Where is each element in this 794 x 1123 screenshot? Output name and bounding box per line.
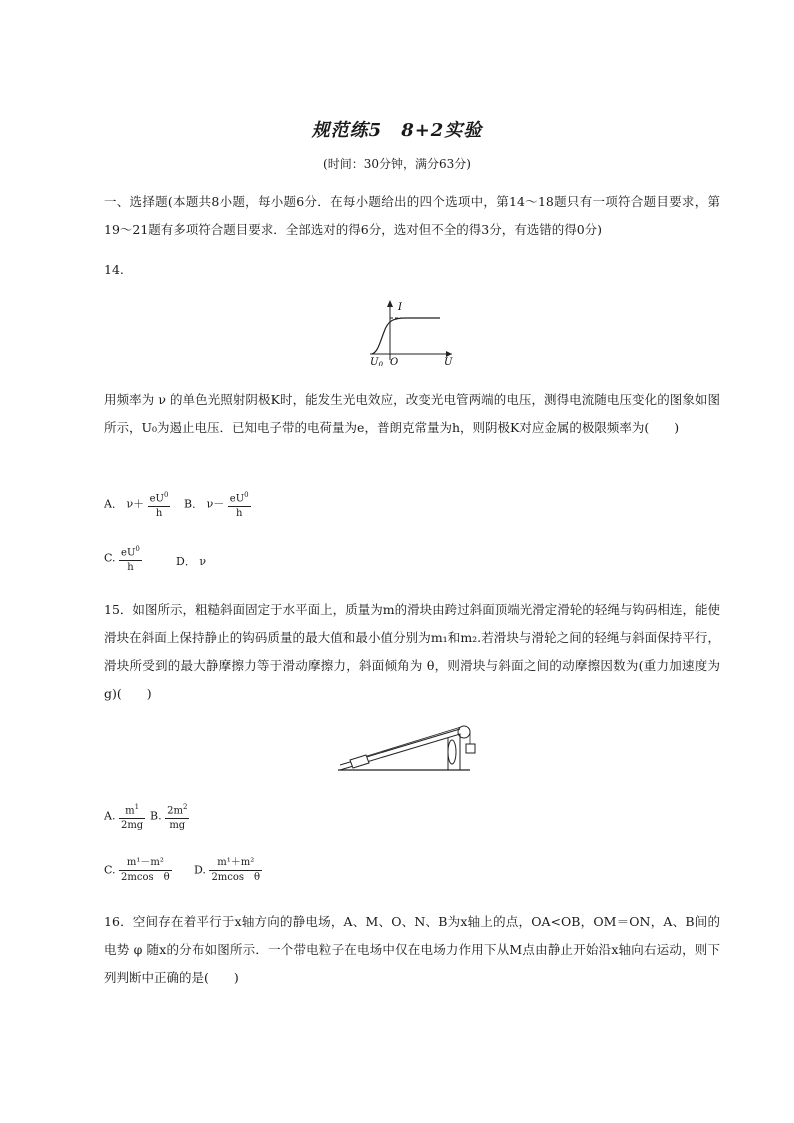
- q15-option-c[interactable]: C. $\frac{\text{m¹－m²}}{\text{2mcos θ}}$: [104, 857, 170, 883]
- pulley-icon: [458, 726, 470, 738]
- pulley-wheel-side: [448, 740, 456, 764]
- q15-option-a-fraction: $\frac{m^1}{2mg}$: [119, 800, 145, 833]
- hanging-weight: [466, 744, 475, 753]
- graph-x-label: U: [444, 357, 453, 366]
- question-14-text: 用频率为 ν 的单色光照射阴极K时，能发生光电效应，改变光电管两端的电压，测得电流随电压变化的图象如图所示，U₀为遏止电压．已知电子带的电荷量为e，普朗克常量为h，则阴极K对应金属的极限频率为( ): [104, 392, 720, 435]
- photoelectric-iv-graph: [360, 298, 460, 366]
- question-15-text: 15．如图所示，粗糙斜面固定于水平面上，质量为m的滑块由跨过斜面顶端光滑定滑轮的轻绳与钩码相连，能使滑块在斜面上保持静止的钩码质量的最大值和最小值分别为m₁和m₂.若滑块与滑轮之间的轻绳与斜面保持平行，滑块所受到的最大静摩擦力等于滑动摩擦力，斜面倾角为 θ，则滑块与斜面之间的动摩擦因数为(重力加速度为g)( ): [104, 602, 720, 701]
- graph-current-curve: [372, 318, 440, 354]
- q15-option-c-fraction: $\frac{\text{m¹－m²}}{\text{2mcos θ}}$: [121, 857, 170, 883]
- q15-option-a[interactable]: A. $\frac{m^1}{2mg}$: [104, 800, 145, 833]
- q14-option-c-fraction: $\frac{eU^0}{h}$: [119, 542, 142, 575]
- page-title: 规范练5 8+2实验: [311, 120, 483, 141]
- q14-option-b-fraction: $\frac{eU^0}{h}$: [228, 488, 251, 521]
- slider-block: [350, 755, 369, 768]
- q14-option-d[interactable]: D． ν: [176, 555, 207, 568]
- q15-option-b[interactable]: B. $\frac{2m^2}{mg}$: [150, 800, 189, 833]
- q14-option-a[interactable]: A． ν＋ $\frac{eU^0}{h}$: [104, 488, 170, 521]
- graph-y-arrow: [387, 300, 393, 307]
- rope-incline: [367, 727, 461, 756]
- q14-option-a-fraction: $\frac{eU^0}{h}$: [148, 488, 171, 521]
- q15-option-d[interactable]: D. $\frac{\text{m¹＋m²}}{\text{2mcos θ}}$: [194, 857, 261, 883]
- graph-u0-label: $U_0$: [370, 357, 383, 366]
- question-16-text: 16．空间存在着平行于x轴方向的静电场，A、M、O、N、B为x轴上的点，OA<OB，OM＝ON，A、B间的电势 φ 随x的分布如图所示．一个带电粒子在电场中仅在电场力作用下从M点由静止开始沿x轴向右运动，则下列判断中正确的是( ): [104, 914, 720, 985]
- incline-pulley-diagram: [336, 712, 486, 774]
- q15-option-b-fraction: $\frac{2m^2}{mg}$: [165, 800, 189, 833]
- section-intro: 一、选择题(本题共8小题，每小题6分．在每小题给出的四个选项中，第14～18题只有一项符合题目要求，第19～21题有多项符合题目要求．全部选对的得6分，选对但不全的得3分，有选错的得0分): [104, 194, 720, 237]
- question-14-number: 14.: [104, 262, 124, 277]
- q14-option-c[interactable]: C. $\frac{eU^0}{h}$: [104, 542, 142, 575]
- graph-origin-label: O: [390, 357, 399, 366]
- q14-option-b[interactable]: B． ν－ $\frac{eU^0}{h}$: [184, 488, 251, 521]
- q15-option-d-fraction: $\frac{\text{m¹＋m²}}{\text{2mcos θ}}$: [211, 857, 261, 883]
- graph-y-label: I: [398, 302, 402, 313]
- page-subtitle: (时间：30分钟，满分63分): [323, 157, 471, 171]
